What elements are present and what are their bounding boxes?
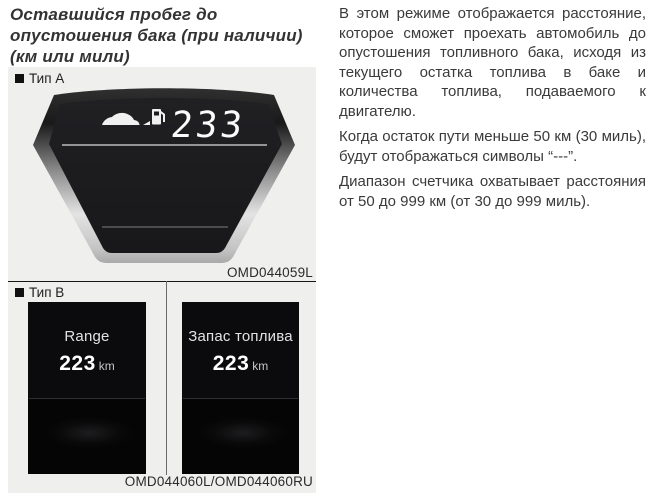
type-b-screen-range	[28, 302, 146, 474]
screen-value-row	[59, 352, 115, 376]
figure-b-caption: OMD044060L/OMD044060RU	[124, 474, 313, 489]
page-title	[10, 4, 332, 67]
screen-value: 223	[59, 352, 96, 375]
page-title-line-1: Оставшийся пробег до	[10, 5, 218, 24]
type-marker-square-icon	[15, 74, 24, 83]
type-marker-square-icon	[15, 288, 24, 297]
screen-display-area	[182, 302, 299, 398]
type-b-label-text: Тип B	[29, 285, 65, 300]
instrument-cluster-illustration	[32, 88, 296, 265]
figure-a-caption: OMD044059L	[226, 265, 313, 280]
screen-value: 223	[212, 352, 250, 375]
distance-to-empty-value: 233	[168, 104, 248, 146]
page-title-line-2: опустошения бака (при наличии)	[10, 26, 303, 45]
screen-unit: km	[98, 359, 115, 373]
body-paragraph-1: В этом режиме отображается расстояние, которое сможет проехать автомобиль до опустошения топливного бака, исходя из текущего остатка топлива в баке и количества топлива, подаваемого к двигателю.	[339, 5, 646, 120]
screen-unit: km	[252, 359, 269, 373]
screen-title: Range	[64, 328, 110, 345]
page-title-line-3: (км или мили)	[10, 47, 130, 66]
type-a-label-text: Тип A	[29, 71, 65, 86]
type-b-label	[15, 285, 64, 300]
type-a-label	[15, 71, 64, 86]
body-paragraph-3: Диапазон счетчика охватывает расстояния от 50 до 999 км (от 30 до 999 миль).	[339, 173, 646, 210]
screen-lower-panel	[28, 399, 146, 474]
screen-value-row	[213, 352, 269, 376]
body-text-column	[339, 4, 646, 217]
figure-type-a	[8, 67, 316, 281]
screen-display-area	[28, 302, 146, 398]
figure-type-b	[8, 281, 316, 493]
type-b-screen-fuel-reserve	[182, 302, 299, 474]
figure-b-vertical-divider	[166, 281, 167, 475]
screen-lower-panel	[182, 399, 299, 474]
body-paragraph-2: Когда остаток пути меньше 50 км (30 миль), будут отображаться символы “---”.	[339, 128, 646, 165]
figure-block	[8, 67, 316, 493]
screen-title: Запас топлива	[188, 328, 293, 345]
